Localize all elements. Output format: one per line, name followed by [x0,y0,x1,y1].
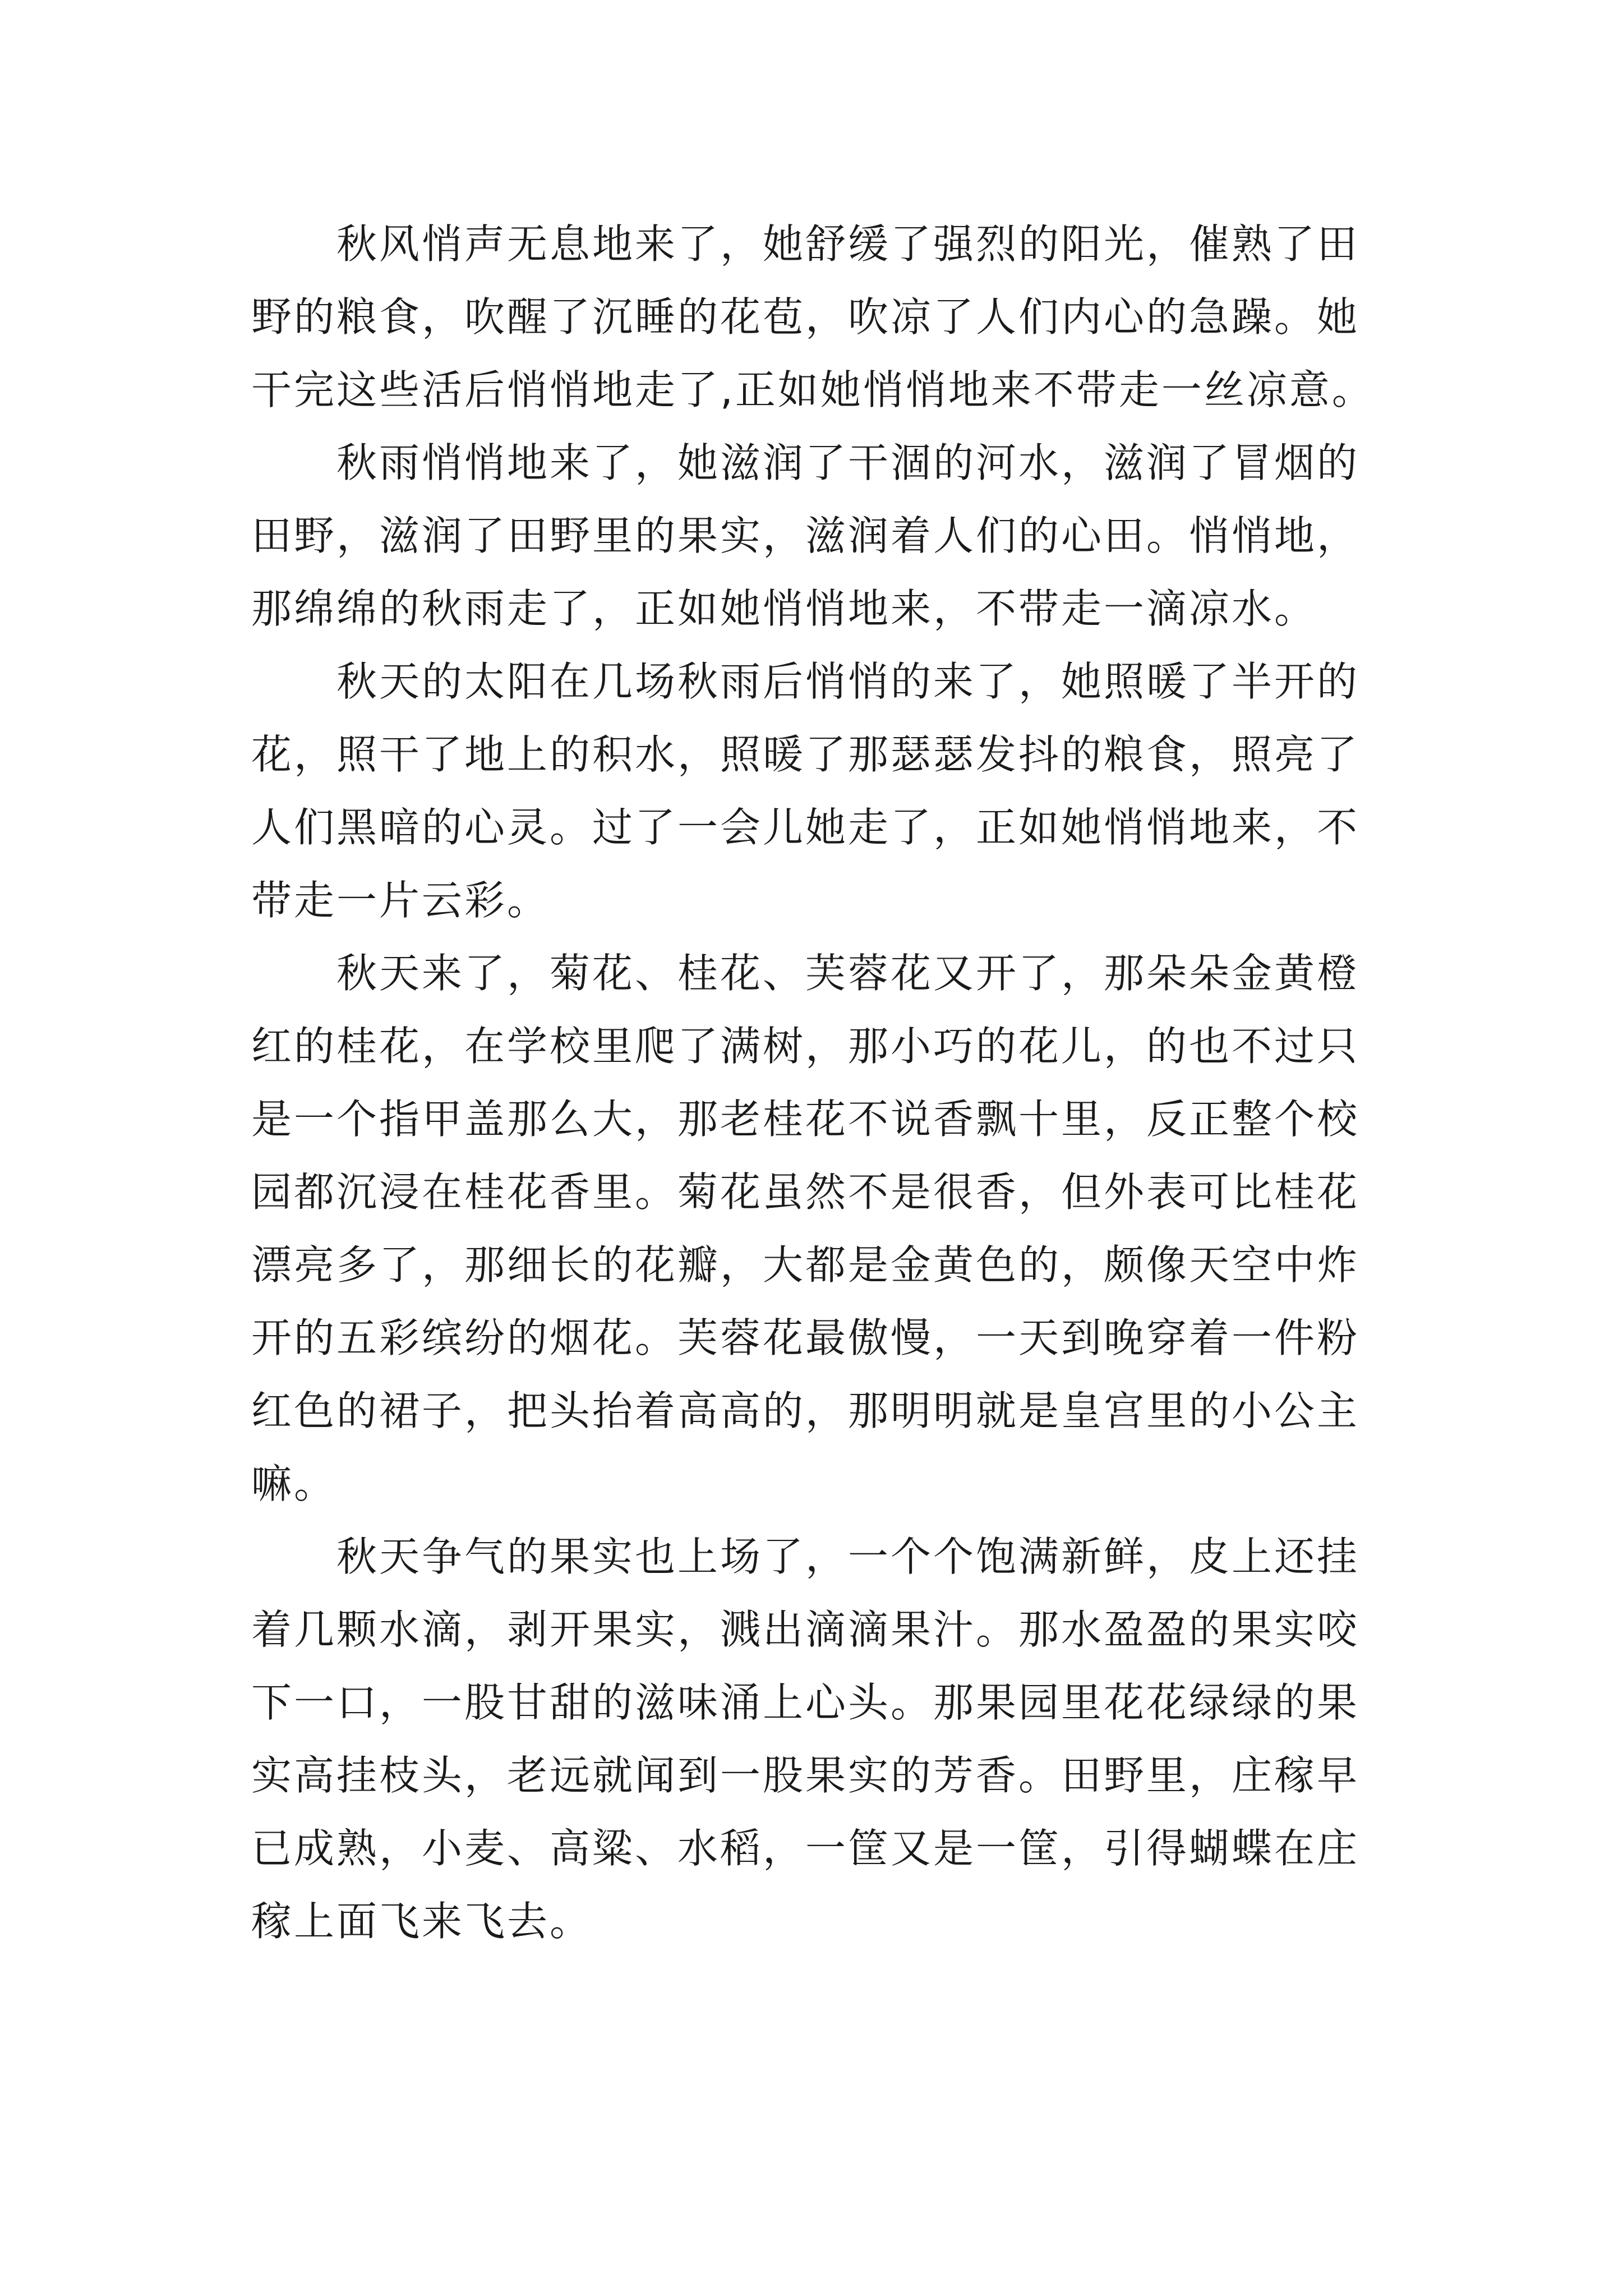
paragraph-line: 花，照干了地上的积水，照暖了那瑟瑟发抖的粮食，照亮了 [251,731,1360,778]
paragraph-rain [251,426,1485,645]
paragraph-line: 开的五彩缤纷的烟花。芙蓉花最傲慢，一天到晚穿着一件粉 [251,1314,1360,1361]
paragraph-line: 着几颗水滴，剥开果实，溅出滴滴果汁。那水盈盈的果实咬 [251,1606,1360,1653]
paragraph-line: 嘛。 [251,1460,337,1507]
paragraph-line: 园都沉浸在桂花香里。菊花虽然不是很香，但外表可比桂花 [251,1168,1360,1216]
paragraph-line: 漂亮多了，那细长的花瓣，大都是金黄色的，颇像天空中炸 [251,1241,1360,1289]
paragraph-line: 带走一片云彩。 [251,877,550,924]
paragraph-line: 秋天的太阳在几场秋雨后悄悄的来了，她照暖了半开的 [336,658,1360,705]
paragraph-wind [251,208,1485,426]
paragraph-line: 下一口，一股甘甜的滋味涌上心头。那果园里花花绿绿的果 [251,1679,1360,1726]
paragraph-line: 已成熟，小麦、高粱、水稻，一筐又是一筐，引得蝴蝶在庄 [251,1825,1360,1872]
paragraph-line: 秋天争气的果实也上场了，一个个饱满新鲜，皮上还挂 [336,1533,1360,1580]
paragraph-sun [251,645,1485,937]
paragraph-line: 秋雨悄悄地来了，她滋润了干涸的河水，滋润了冒烟的 [336,439,1360,486]
paragraph-line: 干完这些活后悄悄地走了,正如她悄悄地来不带走一丝凉意。 [251,366,1375,413]
paragraph-line: 是一个指甲盖那么大，那老桂花不说香飘十里，反正整个校 [251,1096,1360,1143]
paragraph-line: 实高挂枝头，老远就闻到一股果实的芳香。田野里，庄稼早 [251,1752,1360,1799]
paragraph-line: 秋天来了，菊花、桂花、芙蓉花又开了，那朵朵金黄橙 [336,950,1360,997]
paragraph-line: 人们黑暗的心灵。过了一会儿她走了，正如她悄悄地来，不 [251,804,1360,851]
paragraph-line: 红的桂花，在学校里爬了满树，那小巧的花儿，的也不过只 [251,1023,1360,1070]
paragraph-line: 秋风悄声无息地来了，她舒缓了强烈的阳光，催熟了田 [336,220,1360,268]
document-body [251,208,1485,1958]
paragraph-line: 那绵绵的秋雨走了，正如她悄悄地来，不带走一滴凉水。 [251,585,1317,632]
paragraph-line: 稼上面飞来飞去。 [251,1898,593,1945]
paragraph-line: 野的粮食，吹醒了沉睡的花苞，吹凉了人们内心的急躁。她 [251,293,1360,341]
paragraph-line: 红色的裙子，把头抬着高高的，那明明就是皇宫里的小公主 [251,1387,1360,1434]
paragraph-fruits [251,1520,1485,1958]
paragraph-flowers [251,937,1485,1520]
paragraph-line: 田野，滋润了田野里的果实，滋润着人们的心田。悄悄地， [251,512,1360,559]
